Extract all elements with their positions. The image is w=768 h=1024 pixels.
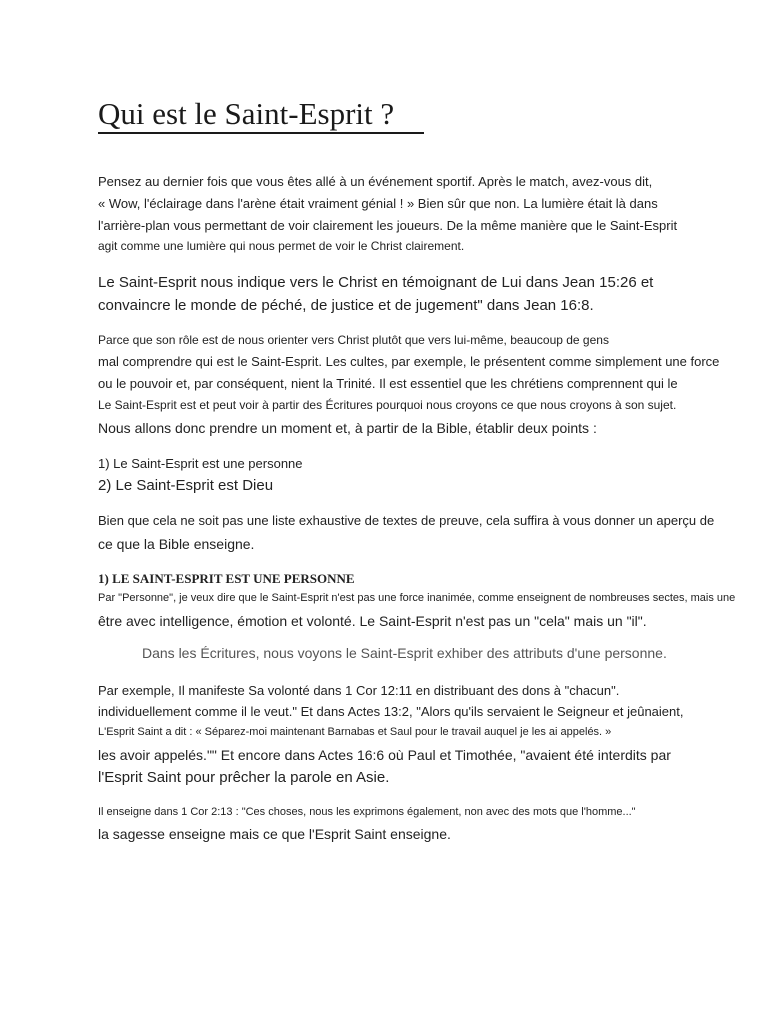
paragraph-1-line-3: l'arrière-plan vous permettant de voir clairement les joueurs. De la même manière que le Saint-Esprit — [98, 218, 678, 233]
paragraph-1-line-1: Pensez au dernier fois que vous êtes allé à un événement sportif. Après le match, avez-vous dit, — [98, 174, 653, 189]
paragraph-6-line-5: l'Esprit Saint pour prêcher la parole en Asie. — [98, 769, 390, 786]
paragraph-2-line-1: Le Saint-Esprit nous indique vers le Christ en témoignant de Lui dans Jean 15:26 et — [98, 274, 654, 291]
paragraph-1-line-4: agit comme une lumière qui nous permet de voir le Christ clairement. — [98, 239, 465, 253]
point-2: 2) Le Saint-Esprit est Dieu — [98, 477, 274, 494]
paragraph-6-line-1: Par exemple, Il manifeste Sa volonté dans 1 Cor 12:11 en distribuant des dons à "chacun". — [98, 683, 620, 698]
paragraph-5-line-1: Par "Personne", je veux dire que le Saint-Esprit n'est pas une force inanimée, comme enseignent de nombreuses sectes, mais une — [98, 592, 736, 604]
paragraph-3-line-2: mal comprendre qui est le Saint-Esprit. Les cultes, par exemple, le présentent comme simplement une force — [98, 354, 720, 369]
paragraph-3-line-3: ou le pouvoir et, par conséquent, nient la Trinité. Il est essentiel que les chrétiens comprennent qui le — [98, 376, 678, 391]
paragraph-4-line-2: ce que la Bible enseigne. — [98, 536, 255, 552]
paragraph-7-line-2: la sagesse enseigne mais ce que l'Esprit Saint enseigne. — [98, 826, 451, 842]
paragraph-5-line-2: être avec intelligence, émotion et volonté. Le Saint-Esprit n'est pas un "cela" mais un "il". — [98, 613, 647, 629]
paragraph-6-line-4: les avoir appelés."" Et encore dans Actes 16:6 où Paul et Timothée, "avaient été interdits par — [98, 747, 671, 763]
paragraph-2-line-2: convaincre le monde de péché, de justice et de jugement" dans Jean 16:8. — [98, 297, 594, 314]
paragraph-3-line-4: Le Saint-Esprit est et peut voir à partir des Écritures pourquoi nous croyons ce que nous croyons à son sujet. — [98, 398, 677, 412]
paragraph-3-line-1: Parce que son rôle est de nous orienter vers Christ plutôt que vers lui-même, beaucoup de gens — [98, 333, 609, 347]
paragraph-6-line-2: individuellement comme il le veut." Et dans Actes 13:2, "Alors qu'ils servaient le Seigneur et jeûnaient, — [98, 704, 684, 719]
point-1: 1) Le Saint-Esprit est une personne — [98, 456, 303, 471]
paragraph-4-line-1: Bien que cela ne soit pas une liste exhaustive de textes de preuve, cela suffira à vous donner un aperçu de — [98, 513, 715, 528]
paragraph-1-line-2: « Wow, l'éclairage dans l'arène était vraiment génial ! » Bien sûr que non. La lumière était là dans — [98, 196, 658, 211]
paragraph-6-line-3: L'Esprit Saint a dit : « Séparez-moi maintenant Barnabas et Saul pour le travail auquel je les ai appelés. » — [98, 726, 612, 738]
pull-quote: Dans les Écritures, nous voyons le Saint-Esprit exhiber des attributs d'une personne. — [142, 645, 667, 661]
paragraph-3-line-5: Nous allons donc prendre un moment et, à partir de la Bible, établir deux points : — [98, 420, 597, 436]
section-heading: 1) LE SAINT-ESPRIT EST UNE PERSONNE — [98, 571, 355, 586]
page-title: Qui est le Saint-Esprit ? — [98, 96, 424, 134]
paragraph-7-line-1: Il enseigne dans 1 Cor 2:13 : "Ces choses, nous les exprimons également, non avec des mots que l'homme..." — [98, 806, 636, 818]
